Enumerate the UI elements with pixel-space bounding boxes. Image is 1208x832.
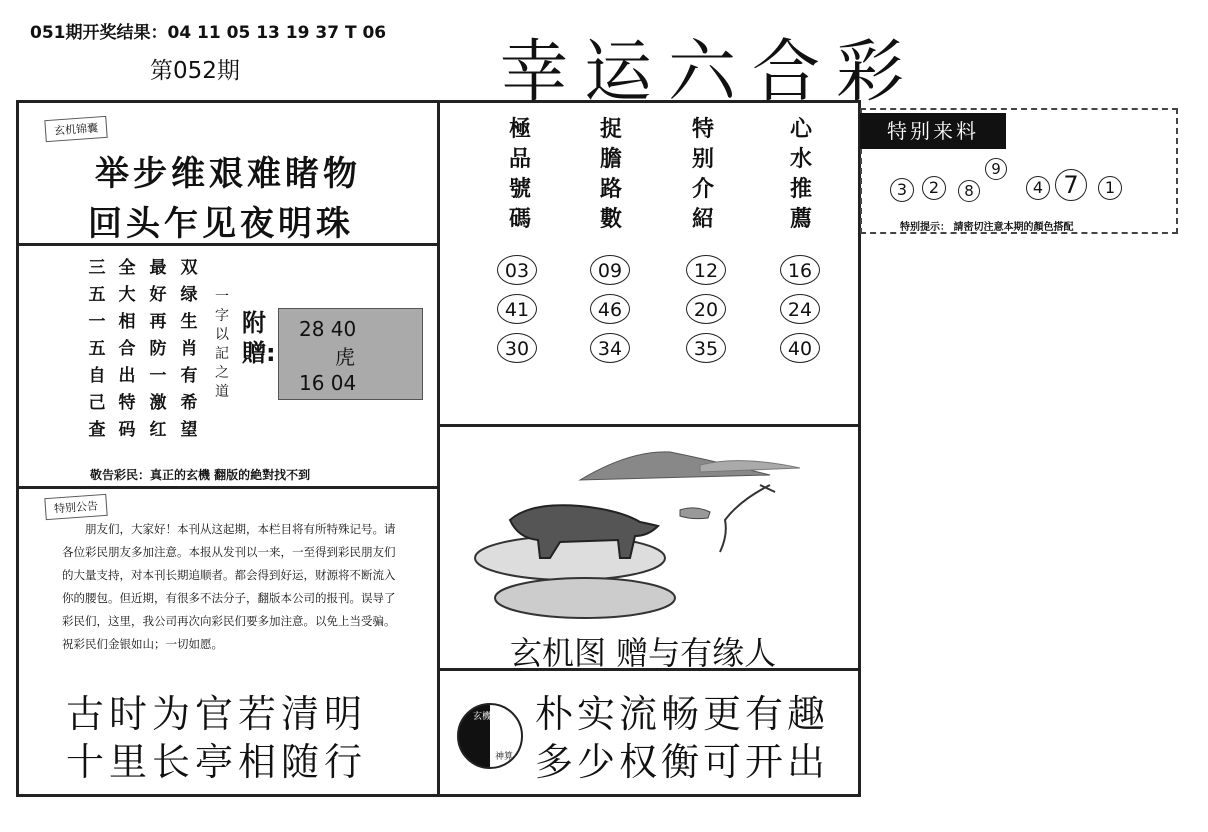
special-number: 3 <box>890 178 914 202</box>
gift-label: 附贈: <box>242 309 276 367</box>
special-number: 1 <box>1098 176 1122 200</box>
verse-column-2: 全大相合出特码 <box>118 258 136 440</box>
divider-vertical-main <box>437 100 440 797</box>
special-hint: 特别提示： 請密切注意本期的顏色搭配 <box>900 222 1074 233</box>
picture-caption: 玄机图 赠与有缘人 <box>510 634 777 672</box>
pick-number: 35 <box>686 333 726 363</box>
left-line-1: 举步维艰难睹物 <box>95 154 361 194</box>
pig-illustration <box>470 440 810 625</box>
special-title: 特别来料 <box>860 113 1006 149</box>
special-number: 7 <box>1055 169 1087 201</box>
pick-number: 30 <box>497 333 537 363</box>
verse-column-1: 三五一五自己查 <box>88 258 106 440</box>
picks-header-2: 捉膽路數 <box>599 116 622 232</box>
pick-number: 46 <box>590 294 630 324</box>
poem-left-line-2: 十里长亭相随行 <box>66 740 368 784</box>
article-tag: 特别公告 <box>44 494 107 520</box>
gift-row-3: 16 04 <box>299 371 357 395</box>
verse-side-note: 一字以記之道 <box>215 289 229 400</box>
pick-number: 12 <box>686 255 726 285</box>
poem-mid-line-1: 朴实流畅更有趣 <box>535 692 830 736</box>
left-line-2: 回头乍见夜明珠 <box>88 204 354 244</box>
picks-header-1: 極品號碼 <box>508 116 531 232</box>
badge-bottom-text: 神算 <box>495 752 514 762</box>
verse-column-3: 最好再防一激红 <box>149 258 167 440</box>
pick-number: 34 <box>590 333 630 363</box>
gift-row-2: 虎 <box>335 345 355 369</box>
page-title: 幸运六合彩 <box>500 33 921 112</box>
pick-number: 41 <box>497 294 537 324</box>
previous-result: 051期开奖结果：04 11 05 13 19 37 T 06 <box>30 23 387 43</box>
pick-number: 16 <box>780 255 820 285</box>
special-number: 4 <box>1026 176 1050 200</box>
verse-column-4: 双绿生肖有希望 <box>180 258 198 440</box>
pick-number: 24 <box>780 294 820 324</box>
left-tag: 玄机锦囊 <box>44 116 107 142</box>
pick-number: 20 <box>686 294 726 324</box>
picks-header-3: 特别介紹 <box>691 116 714 232</box>
gift-row-1: 28 40 <box>299 317 357 341</box>
article-text: 朋友们，大家好！本刊从这起期，本栏目将有所特殊记号。请各位彩民朋友多加注意。本报从发刊以一来，一至得到彩民朋友们的大量支持，对本刊长期追顺者。都会得到好运，财源将不断流入你的腰包。但近期，有很多不法分子，翻版本公司的报刊。误导了彩民们，这里，我公司再次向彩民们要多加注意。以免上当受骗。祝彩民们金银如山；一切如愿。 <box>62 522 396 651</box>
pick-number: 40 <box>780 333 820 363</box>
pick-number: 09 <box>590 255 630 285</box>
special-number: 8 <box>958 180 980 202</box>
poem-left-line-1: 古时为官若清明 <box>66 692 368 736</box>
notice-text: 敬告彩民：真正的玄機 翻版的絶對找不到 <box>90 468 311 482</box>
poem-mid-line-2: 多少权衡可开出 <box>535 740 830 784</box>
issue-number: 第052期 <box>150 58 240 84</box>
special-number: 2 <box>922 176 946 200</box>
divider-mid-1 <box>437 424 861 427</box>
special-number: 9 <box>985 158 1007 180</box>
yinyang-badge <box>457 703 523 769</box>
picks-header-4: 心水推薦 <box>789 116 812 232</box>
pick-number: 03 <box>497 255 537 285</box>
divider-left-2 <box>16 486 438 489</box>
badge-top-text: 玄機 <box>473 712 492 722</box>
gift-box <box>278 308 423 400</box>
